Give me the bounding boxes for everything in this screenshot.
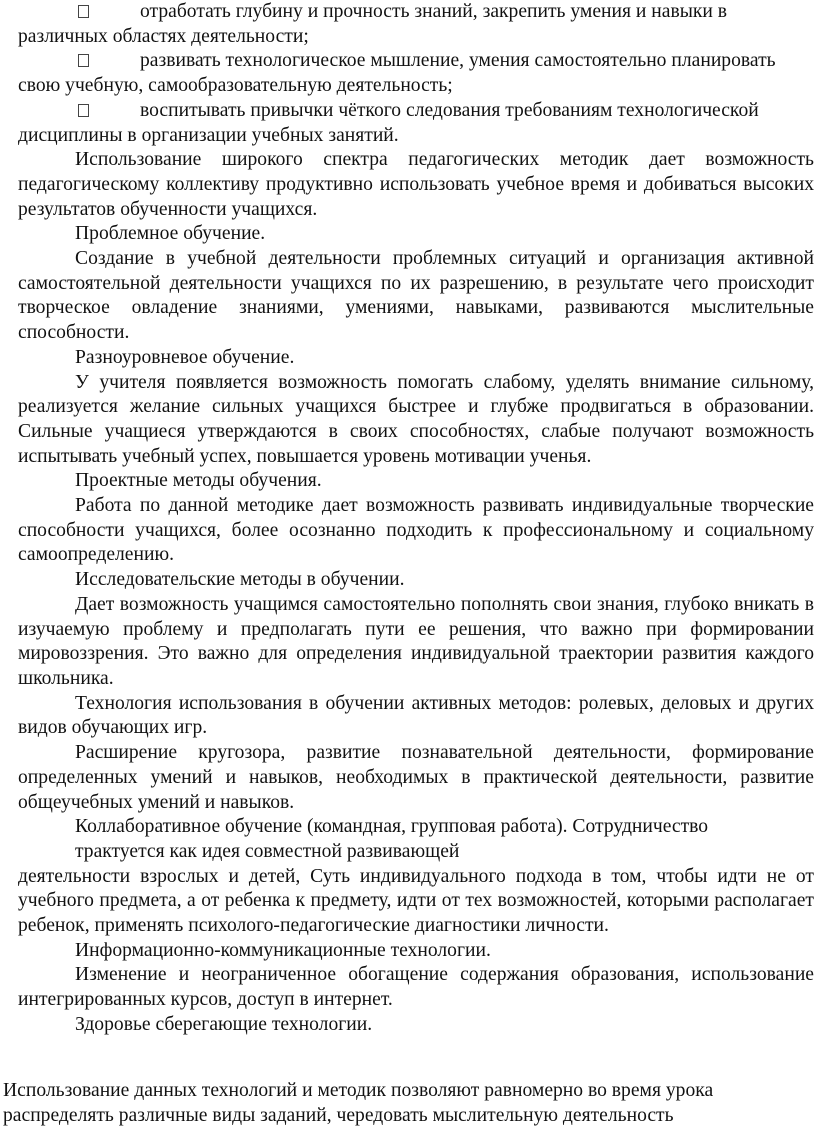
section-paragraph: Работа по данной методике дает возможность развивать индивидуальные творческие способности учащихся, более осознанно подходить к профессиональному и социальному самоопределению. <box>18 495 814 566</box>
bullet-box-icon <box>78 5 89 18</box>
bullet-text: развивать технологическое мышление, умения самостоятельно планировать свою учебную, самообразовательную деятельность; <box>18 50 776 97</box>
bullet-item <box>18 99 814 148</box>
section-heading: Информационно-коммуникационные технологии. <box>75 939 491 961</box>
section-paragraph: Расширение кругозора, развитие познавательной деятельности, формирование определенных умений и навыков, необходимых в практической деятельности, развитие общеучебных умений и навыков. <box>18 742 814 813</box>
section-heading: Проблемное обучение. <box>75 223 266 245</box>
section-paragraph: Изменение и неограниченное обогащение содержания образования, использование интегрированных курсов, доступ в интернет. <box>18 964 814 1011</box>
section-heading: Проектные методы обучения. <box>75 470 322 492</box>
bullet-text: отработать глубину и прочность знаний, закрепить умения и навыки в различных областях деятельности; <box>18 1 728 47</box>
section-heading: Исследовательские методы в обучении. <box>75 569 405 591</box>
intro-paragraph: Использование широкого спектра педагогических методик дает возможность педагогическому коллективу продуктивно использовать учебное время и добиваться высоких результатов обученности учащихся. <box>18 149 814 220</box>
bullet-box-icon <box>78 104 89 117</box>
section-paragraph: Создание в учебной деятельности проблемных ситуаций и организация активной самостоятельной деятельности учащихся по их разрешению, в результате чего происходит творческое овладение знаниями, умениями, навыками, развиваются мыслительные способности. <box>18 248 814 344</box>
collab-heading-line2: трактуется как идея совместной развивающей <box>75 840 460 862</box>
bullet-item <box>18 49 814 98</box>
bullet-box-icon <box>78 54 89 67</box>
section-heading: Здоровье сберегающие технологии. <box>75 1013 373 1035</box>
section-paragraph: У учителя появляется возможность помогать слабому, уделять внимание сильному, реализуется желание сильных учащихся быстрее и глубже продвигаться в образовании. Сильные учащиеся утверждаются в своих способностях, слабые получают возможность испытывать учебный успех, повышается уровень мотивации ученья. <box>18 371 814 467</box>
section-heading: Разноуровневое обучение. <box>75 346 295 368</box>
collab-paragraph: деятельности взрослых и детей, Суть индивидуального подхода в том, чтобы идти не от учебного предмета, а от ребенка к предмету, идти от тех возможностей, которыми располагает ребенок, применять психолого-педагогические диагностики личности. <box>18 865 814 937</box>
collab-heading-line1: Коллаборативное обучение (командная, групповая работа). Сотрудничество <box>75 816 709 838</box>
final-paragraph: Использование данных технологий и методик позволяют равномерно во время урока распределять различные виды заданий, чередовать мыслительную деятельность <box>3 1080 714 1126</box>
section-heading: Технология использования в обучении активных методов: ролевых, деловых и других видов обучающих игр. <box>18 692 814 739</box>
section-paragraph: Дает возможность учащимся самостоятельно пополнять свои знания, глубоко вникать в изучаемую проблему и предполагать пути ее решения, что важно при формировании мировоззрения. Это важно для определения индивидуальной траектории развития каждого школьника. <box>18 593 814 689</box>
document-body <box>18 0 814 1038</box>
bullet-text: воспитывать привычки чёткого следования требованиям технологической дисциплины в организации учебных занятий. <box>18 99 759 146</box>
bullet-item <box>18 0 814 49</box>
